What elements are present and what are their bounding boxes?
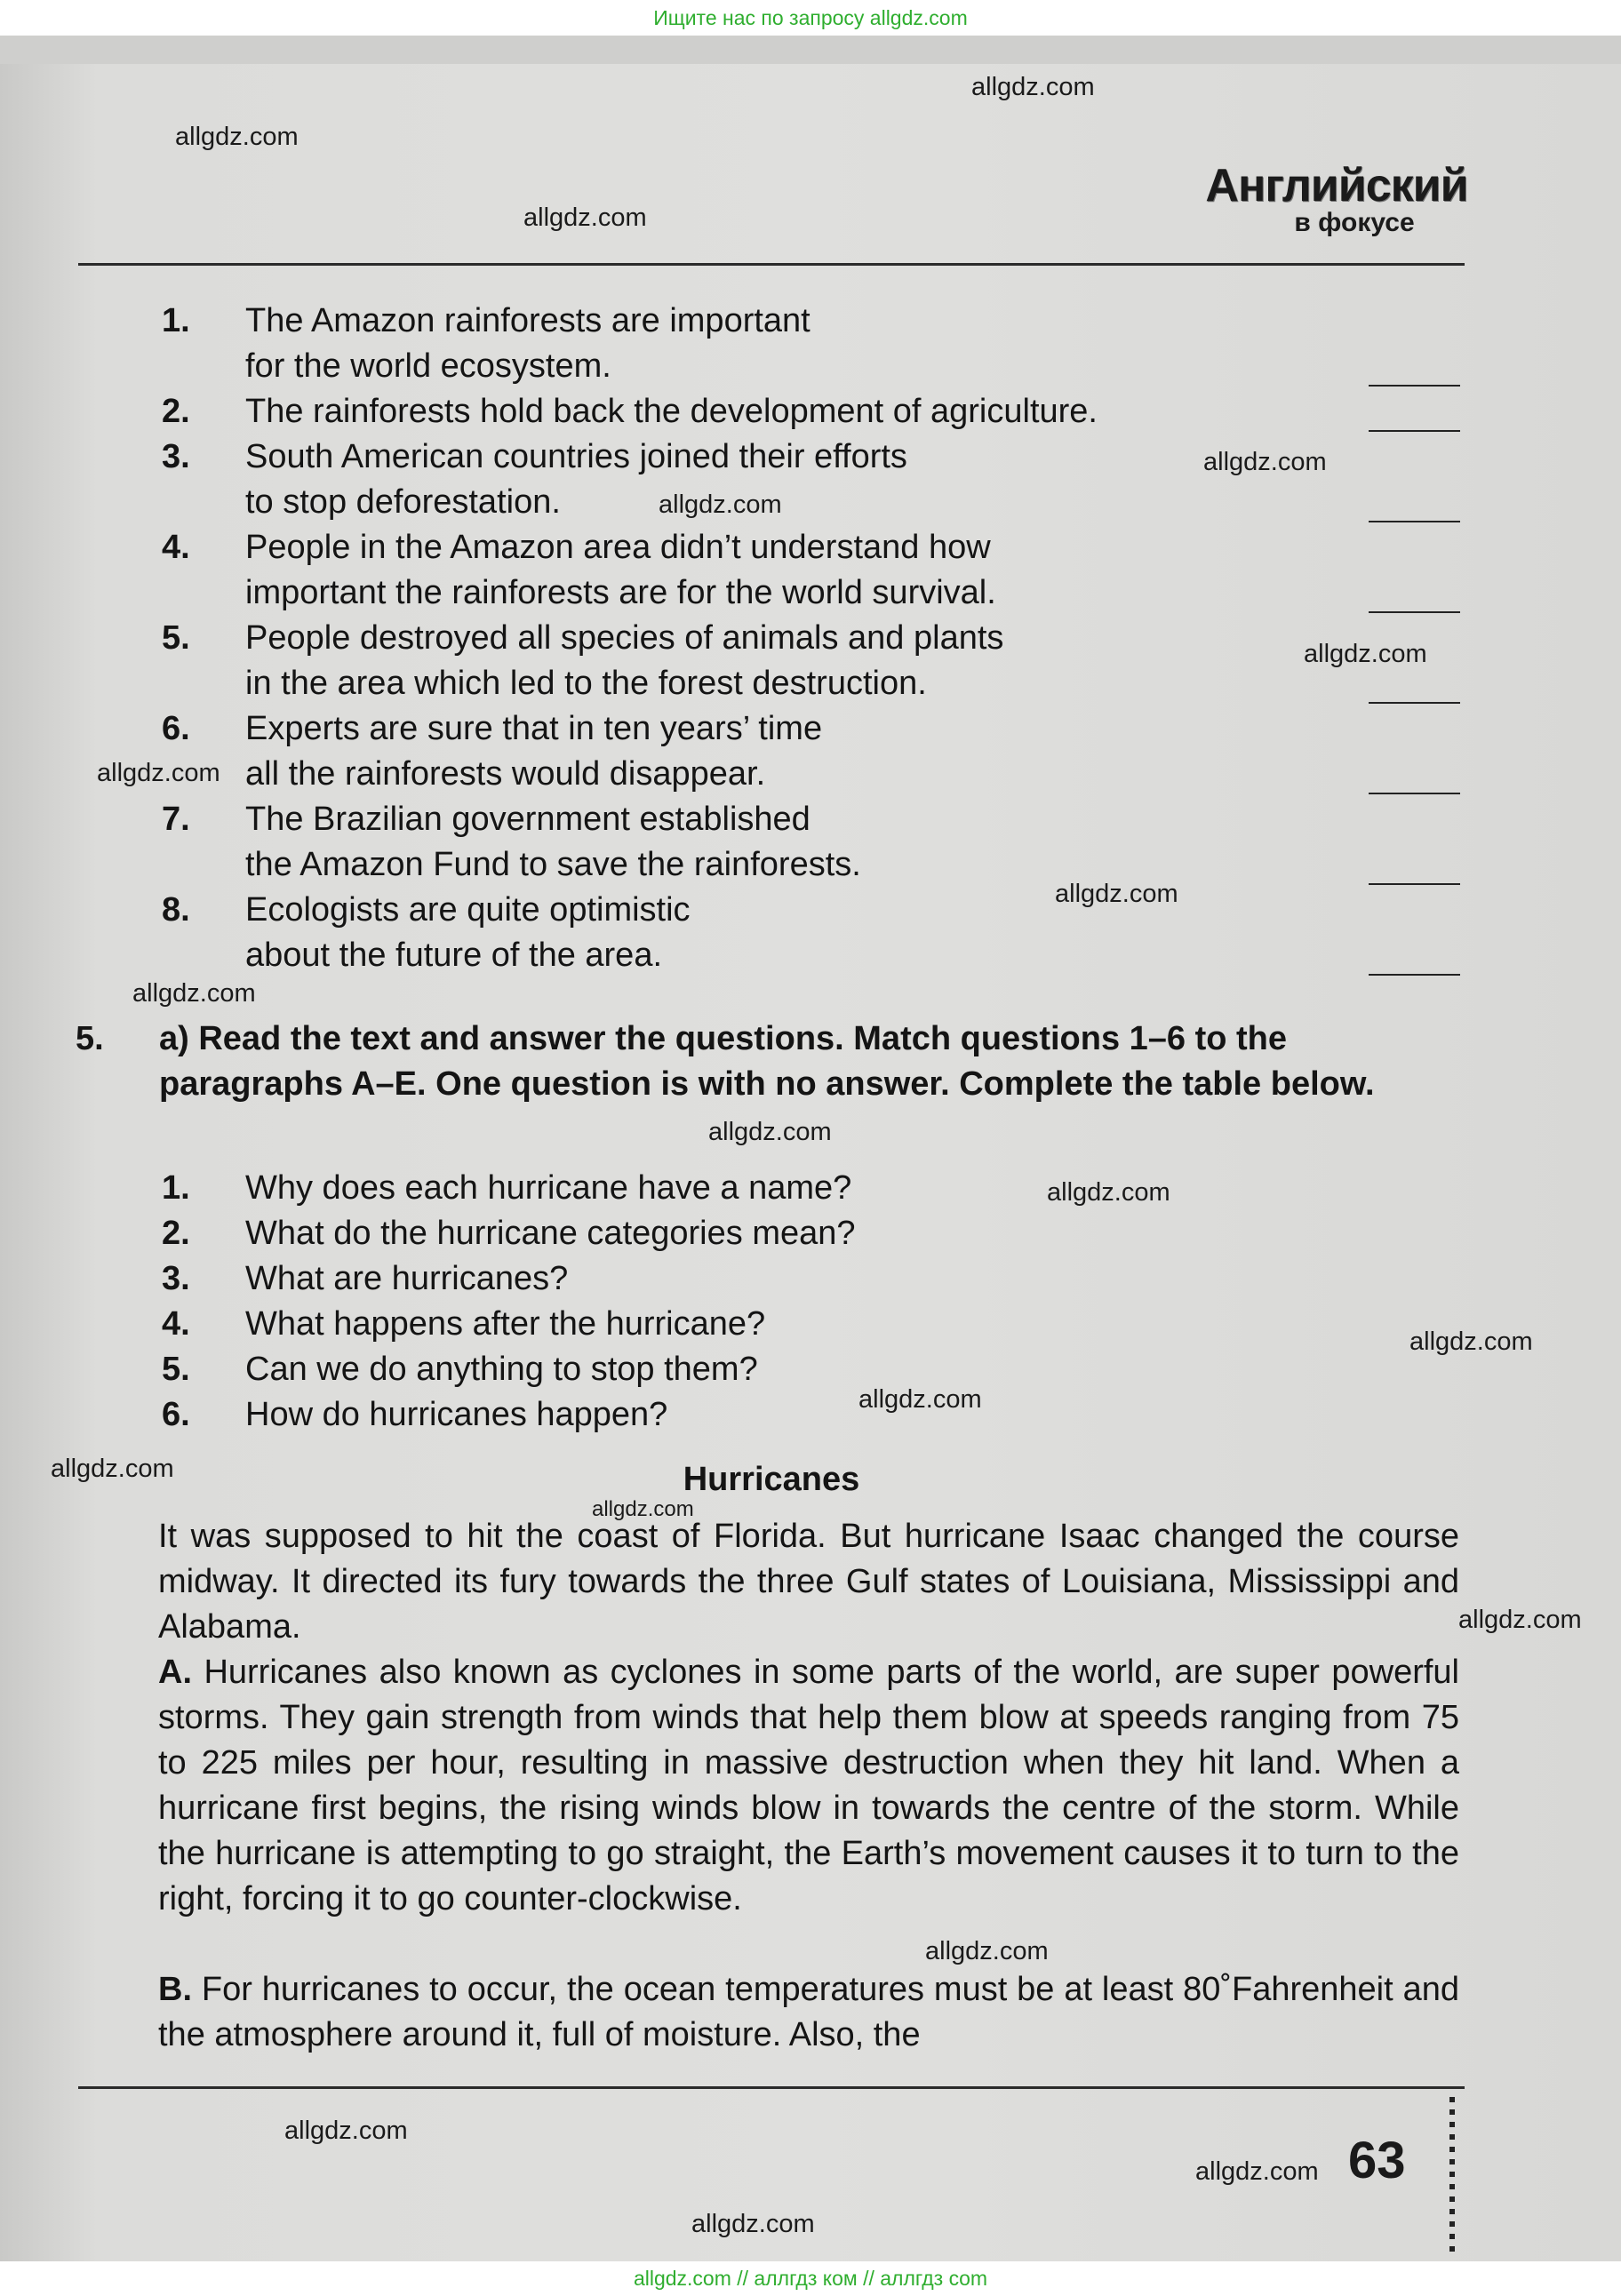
answer-blank[interactable] [1369,611,1460,613]
question-text: What do the hurricane categories mean? [245,1215,856,1252]
watermark: allgdz.com [708,1118,832,1146]
paragraph-label: A. [158,1654,192,1691]
header-rule [78,263,1465,266]
statement-text: The Amazon rainforests are important [245,302,810,339]
watermark: allgdz.com [691,2210,815,2238]
answer-blank[interactable] [1369,702,1460,704]
page-number: 63 [1348,2132,1406,2189]
watermark: allgdz.com [925,1937,1049,1965]
article-intro: It was supposed to hit the coast of Florida. But hurricane Isaac changed the course midway. It directed its fury towards the three Gulf states of Louisiana, Mississippi and Alabama. [158,1518,1459,1646]
statement-number: 4. [162,529,190,566]
watermark: allgdz.com [1195,2157,1319,2186]
statement-text: The rainforests hold back the development of agriculture. [245,393,1098,430]
watermark: allgdz.com [51,1455,174,1483]
watermark: allgdz.com [1055,880,1178,908]
statement-text: Ecologists are quite optimistic [245,891,691,929]
book-logo [1203,162,1470,236]
statement-number: 6. [162,710,190,747]
answer-blank[interactable] [1369,974,1460,976]
article-title: Hurricanes [683,1461,860,1498]
statement-text: The Brazilian government established [245,801,810,838]
statement-text: for the world ecosystem. [245,347,611,385]
statement-text: Experts are sure that in ten years’ time [245,710,823,747]
watermark: allgdz.com [523,203,647,232]
watermark: allgdz.com [284,2117,408,2145]
answer-blank[interactable] [1369,385,1460,387]
logo-title: Английский [1205,160,1468,211]
question-number: 4. [162,1305,190,1343]
question-text: What are hurricanes? [245,1260,569,1297]
paragraph-text: For hurricanes to occur, the ocean temperatures must be at least 80˚Fahrenheit and the atmosphere around it, full of moisture. Also, the [158,1971,1459,2053]
statement-text: People destroyed all species of animals and plants [245,619,1004,657]
watermark: allgdz.com [1304,640,1427,668]
statement-text: People in the Amazon area didn’t understand how [245,529,991,566]
statement-text: in the area which led to the forest destruction. [245,665,927,702]
watermark: allgdz.com [132,979,256,1008]
watermark: allgdz.com [592,1497,694,1521]
footer-rule [78,2086,1465,2089]
statement-text: South American countries joined their efforts [245,438,907,475]
question-text: Can we do anything to stop them? [245,1351,758,1388]
paragraph-text: Hurricanes also known as cyclones in some parts of the world, are super powerful storms. They gain strength from winds that help them blow at speeds ranging from 75 to 225 miles per hour, resulting in massive destruction when they hit land. When a hurricane first begins, the rising winds blow in towards the centre of the storm. While the hurricane is attempting to go straight, the Earth’s movement causes it to turn to the right, forcing it to go counter-clockwise. [158,1654,1459,1917]
statement-number: 8. [162,891,190,929]
statement-number: 5. [162,619,190,657]
statement-number: 7. [162,801,190,838]
article-paragraph-b [158,1967,1459,2058]
watermark: allgdz.com [858,1385,982,1414]
answer-blank[interactable] [1369,793,1460,794]
question-number: 5. [162,1351,190,1388]
question-text: How do hurricanes happen? [245,1396,668,1433]
watermark: allgdz.com [175,123,299,151]
logo-subtitle: в фокусе [1294,208,1415,237]
statement-text: the Amazon Fund to save the rainforests. [245,846,861,883]
statement-text: important the rainforests are for the world survival. [245,574,996,611]
statement-text: about the future of the area. [245,937,663,974]
watermark: allgdz.com [1458,1606,1582,1634]
statement-number: 1. [162,302,190,339]
watermark: allgdz.com [971,73,1095,101]
statement-number: 2. [162,393,190,430]
paragraph-label: B. [158,1971,192,2008]
statement-text: to stop deforestation. [245,483,561,521]
watermark: allgdz.com [1203,448,1327,476]
question-number: 3. [162,1260,190,1297]
statement-number: 3. [162,438,190,475]
page-edge-dots [1449,2097,1455,2253]
watermark: allgdz.com [1047,1178,1170,1207]
watermark: allgdz.com [97,759,220,787]
question-number: 2. [162,1215,190,1252]
watermark: allgdz.com [659,490,782,519]
question-text: Why does each hurricane have a name? [245,1169,852,1207]
exercise-number: 5. [76,1020,104,1057]
exercise-instruction-text: a) Read the text and answer the questions. Match questions 1–6 to the paragraphs A–E. One question is with no answer. Complete the table below. [159,1020,1375,1103]
watermark: allgdz.com [1409,1327,1533,1356]
article-paragraph-a [158,1650,1459,1922]
statement-text: all the rainforests would disappear. [245,755,766,793]
top-banner: Ищите нас по запросу allgdz.com [0,0,1621,36]
question-number: 6. [162,1396,190,1433]
answer-blank[interactable] [1369,883,1460,885]
answer-blank[interactable] [1369,521,1460,522]
answer-blank[interactable] [1369,430,1460,432]
question-number: 1. [162,1169,190,1207]
bottom-banner: allgdz.com // аллгдз ком // аллгдз com [0,2261,1621,2296]
question-text: What happens after the hurricane? [245,1305,766,1343]
